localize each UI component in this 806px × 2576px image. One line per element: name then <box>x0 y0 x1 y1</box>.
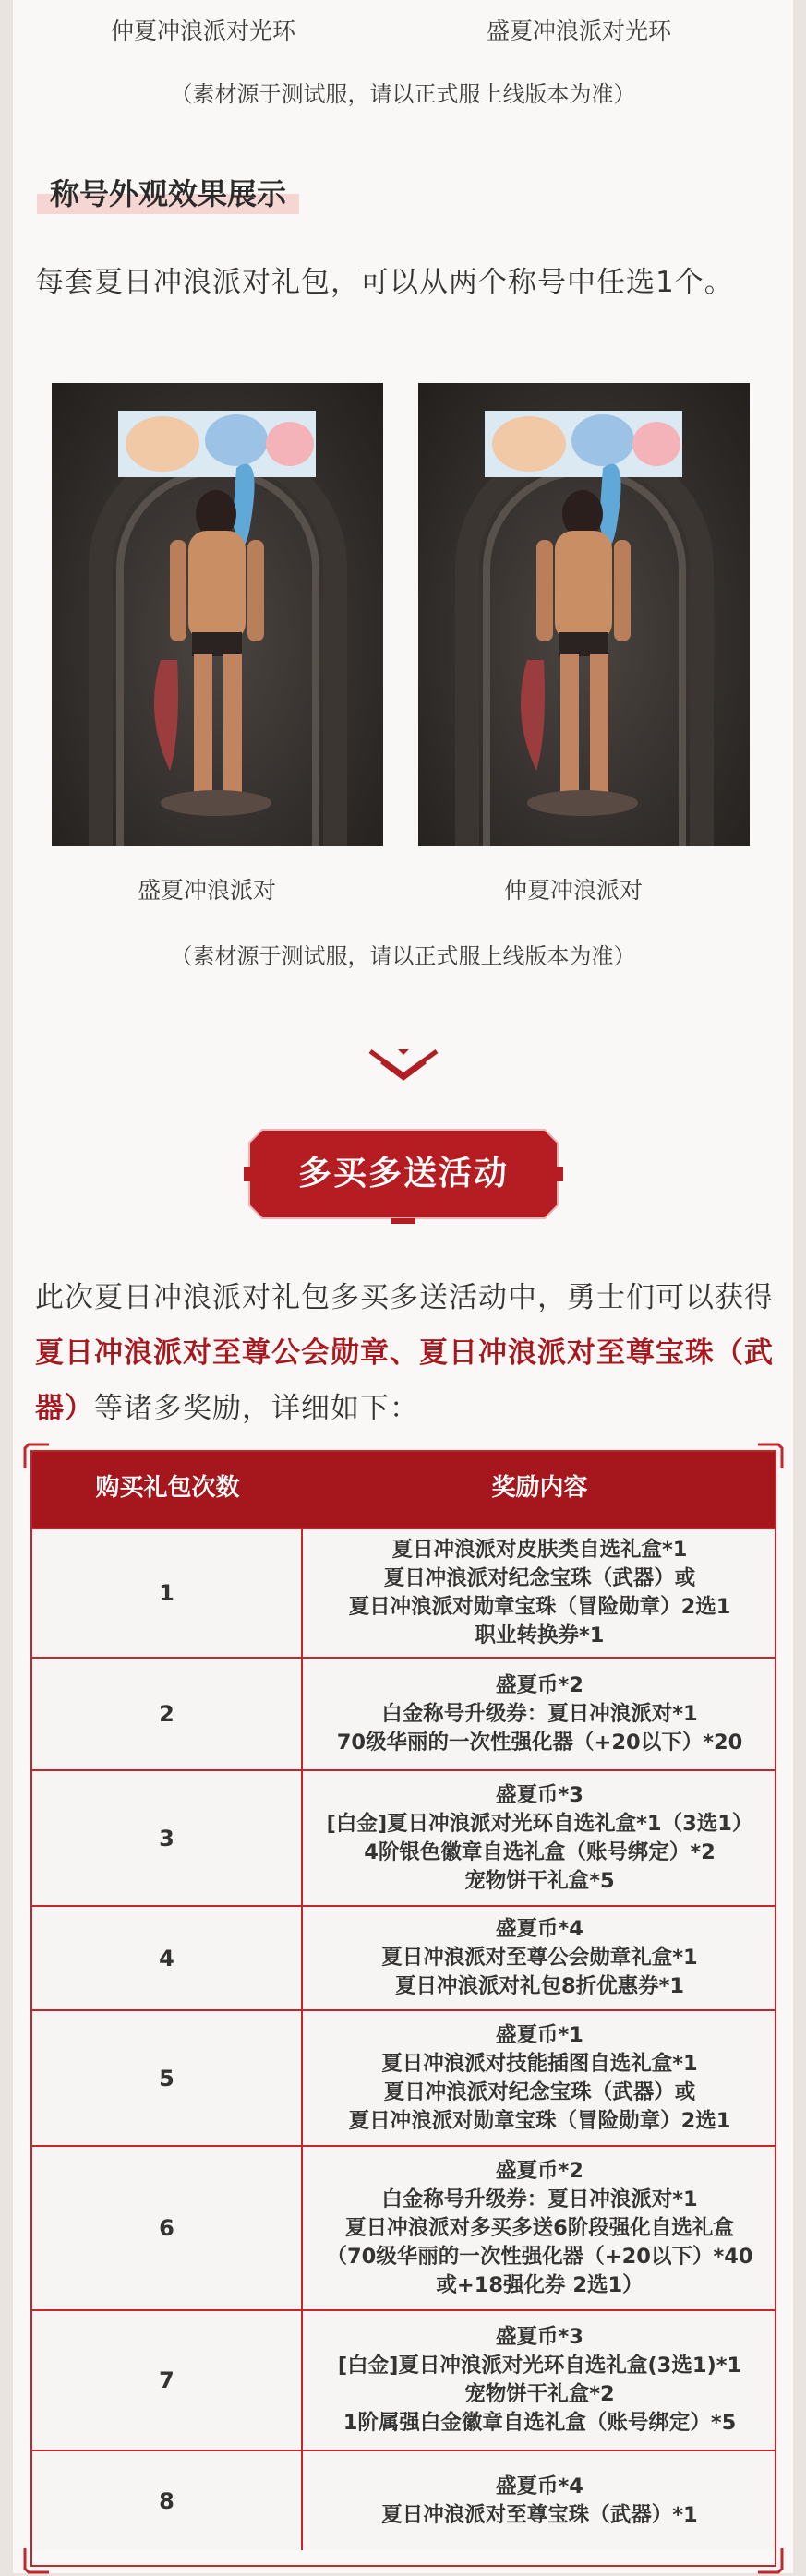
reward-line: 夏日冲浪派对至尊宝珠（武器）*1 <box>381 2502 698 2527</box>
reward-line: 夏日冲浪派对技能插图自选礼盒*1 <box>381 2051 698 2076</box>
title-preview-image-right <box>418 383 750 846</box>
section-title: 称号外观效果展示 <box>37 172 299 227</box>
source-note: （素材源于测试服，请以正式服上线版本为准） <box>170 81 636 107</box>
column-header-rewards: 奖励内容 <box>491 1474 588 1502</box>
reward-line: （70级华丽的一次性强化器（+20以下）*40 <box>326 2244 753 2269</box>
event-text-part1: 此次夏日冲浪派对礼包多买多送活动中，勇士们可以获得 <box>35 1281 774 1314</box>
preview-caption-right: 仲夏冲浪派对 <box>504 877 644 904</box>
purchase-count-cell: 1 <box>32 1529 303 1657</box>
purchase-count-cell: 4 <box>32 1907 303 2009</box>
reward-line: 盛夏币*3 <box>496 2325 583 2349</box>
event-text-highlight: 夏日冲浪派对至尊公会勋章、夏日冲浪派对至尊宝珠（武器） <box>35 1336 774 1425</box>
reward-table <box>30 1450 776 2567</box>
reward-line: 夏日冲浪派对礼包8折优惠券*1 <box>394 1974 685 1998</box>
event-description <box>35 1270 774 1436</box>
purchase-count-cell: 8 <box>32 2451 303 2550</box>
reward-line: 70级华丽的一次性强化器（+20以下）*20 <box>336 1730 743 1755</box>
reward-line: 盛夏币*2 <box>496 2158 583 2183</box>
reward-line: 盛夏币*4 <box>496 1917 583 1941</box>
purchase-count-cell: 3 <box>32 1771 303 1905</box>
event-banner-label: 多买多送活动 <box>297 1155 509 1192</box>
reward-line: 盛夏币*3 <box>496 1782 583 1807</box>
table-row <box>32 1905 775 2009</box>
reward-content-cell <box>305 2011 775 2145</box>
chevron-down-icon <box>368 1048 439 1084</box>
table-row <box>32 2309 775 2450</box>
purchase-count-cell: 6 <box>32 2147 303 2309</box>
character-figure <box>418 383 750 846</box>
table-header <box>32 1452 775 1528</box>
reward-line: [白金]夏日冲浪派对光环自选礼盒(3选1)*1 <box>337 2354 742 2378</box>
reward-content-cell <box>305 1771 775 1905</box>
reward-content-cell <box>305 1529 775 1657</box>
reward-line: 盛夏币*2 <box>496 1672 583 1697</box>
reward-line: 夏日冲浪派对至尊公会勋章礼盒*1 <box>381 1946 698 1970</box>
reward-line: 职业转换券*1 <box>475 1623 605 1647</box>
table-row <box>32 2450 775 2550</box>
aura-caption-right: 盛夏冲浪派对光环 <box>487 18 672 44</box>
event-text-part2: 等诸多奖励，详细如下： <box>94 1392 419 1425</box>
reward-line: 夏日冲浪派对勋章宝珠（冒险勋章）2选1 <box>348 2108 731 2133</box>
reward-content-cell <box>305 1907 775 2009</box>
table-row <box>32 2145 775 2309</box>
reward-line: 盛夏币*4 <box>496 2474 583 2498</box>
table-row <box>32 2009 775 2145</box>
aura-caption-left: 仲夏冲浪派对光环 <box>111 18 296 44</box>
column-header-count: 购买礼包次数 <box>95 1474 240 1502</box>
reward-content-cell <box>305 2311 775 2450</box>
reward-content-cell <box>305 2451 775 2550</box>
reward-line: 夏日冲浪派对皮肤类自选礼盒*1 <box>391 1538 688 1562</box>
reward-line: [白金]夏日冲浪派对光环自选礼盒*1（3选1） <box>326 1811 753 1836</box>
article-page <box>13 0 793 2573</box>
character-figure <box>52 383 383 846</box>
reward-line: 夏日冲浪派对纪念宝珠（武器）或 <box>383 2079 696 2104</box>
reward-content-cell <box>305 1659 775 1769</box>
table-row <box>32 1769 775 1905</box>
reward-line: 1阶属强白金徽章自选礼盒（账号绑定）*5 <box>343 2411 737 2435</box>
reward-content-cell <box>305 2147 775 2309</box>
reward-line: 白金称号升级券：夏日冲浪派对*1 <box>381 1701 698 1726</box>
purchase-count-cell: 2 <box>32 1659 303 1769</box>
reward-line: 夏日冲浪派对纪念宝珠（武器）或 <box>383 1566 696 1590</box>
reward-line: 4阶银色徽章自选礼盒（账号绑定）*2 <box>364 1839 716 1864</box>
reward-line: 夏日冲浪派对勋章宝珠（冒险勋章）2选1 <box>348 1595 731 1619</box>
reward-line: 夏日冲浪派对多买多送6阶段强化自选礼盒 <box>345 2215 734 2240</box>
reward-line: 宠物饼干礼盒*5 <box>464 1868 615 1893</box>
reward-line: 盛夏币*1 <box>496 2022 583 2047</box>
purchase-count-cell: 7 <box>32 2311 303 2450</box>
title-preview-image-left <box>52 383 383 846</box>
preview-caption-left: 盛夏冲浪派对 <box>138 877 277 904</box>
table-row <box>32 1657 775 1769</box>
reward-line: 白金称号升级券：夏日冲浪派对*1 <box>381 2187 698 2211</box>
purchase-count-cell: 5 <box>32 2011 303 2145</box>
table-row <box>32 1528 775 1657</box>
source-note: （素材源于测试服，请以正式服上线版本为准） <box>170 943 636 969</box>
event-banner-button <box>244 1122 563 1226</box>
reward-line: 宠物饼干礼盒*2 <box>464 2382 615 2406</box>
reward-line: 或+18强化券 2选1） <box>436 2272 644 2297</box>
section-text: 每套夏日冲浪派对礼包，可以从两个称号中任选1个。 <box>35 266 734 299</box>
